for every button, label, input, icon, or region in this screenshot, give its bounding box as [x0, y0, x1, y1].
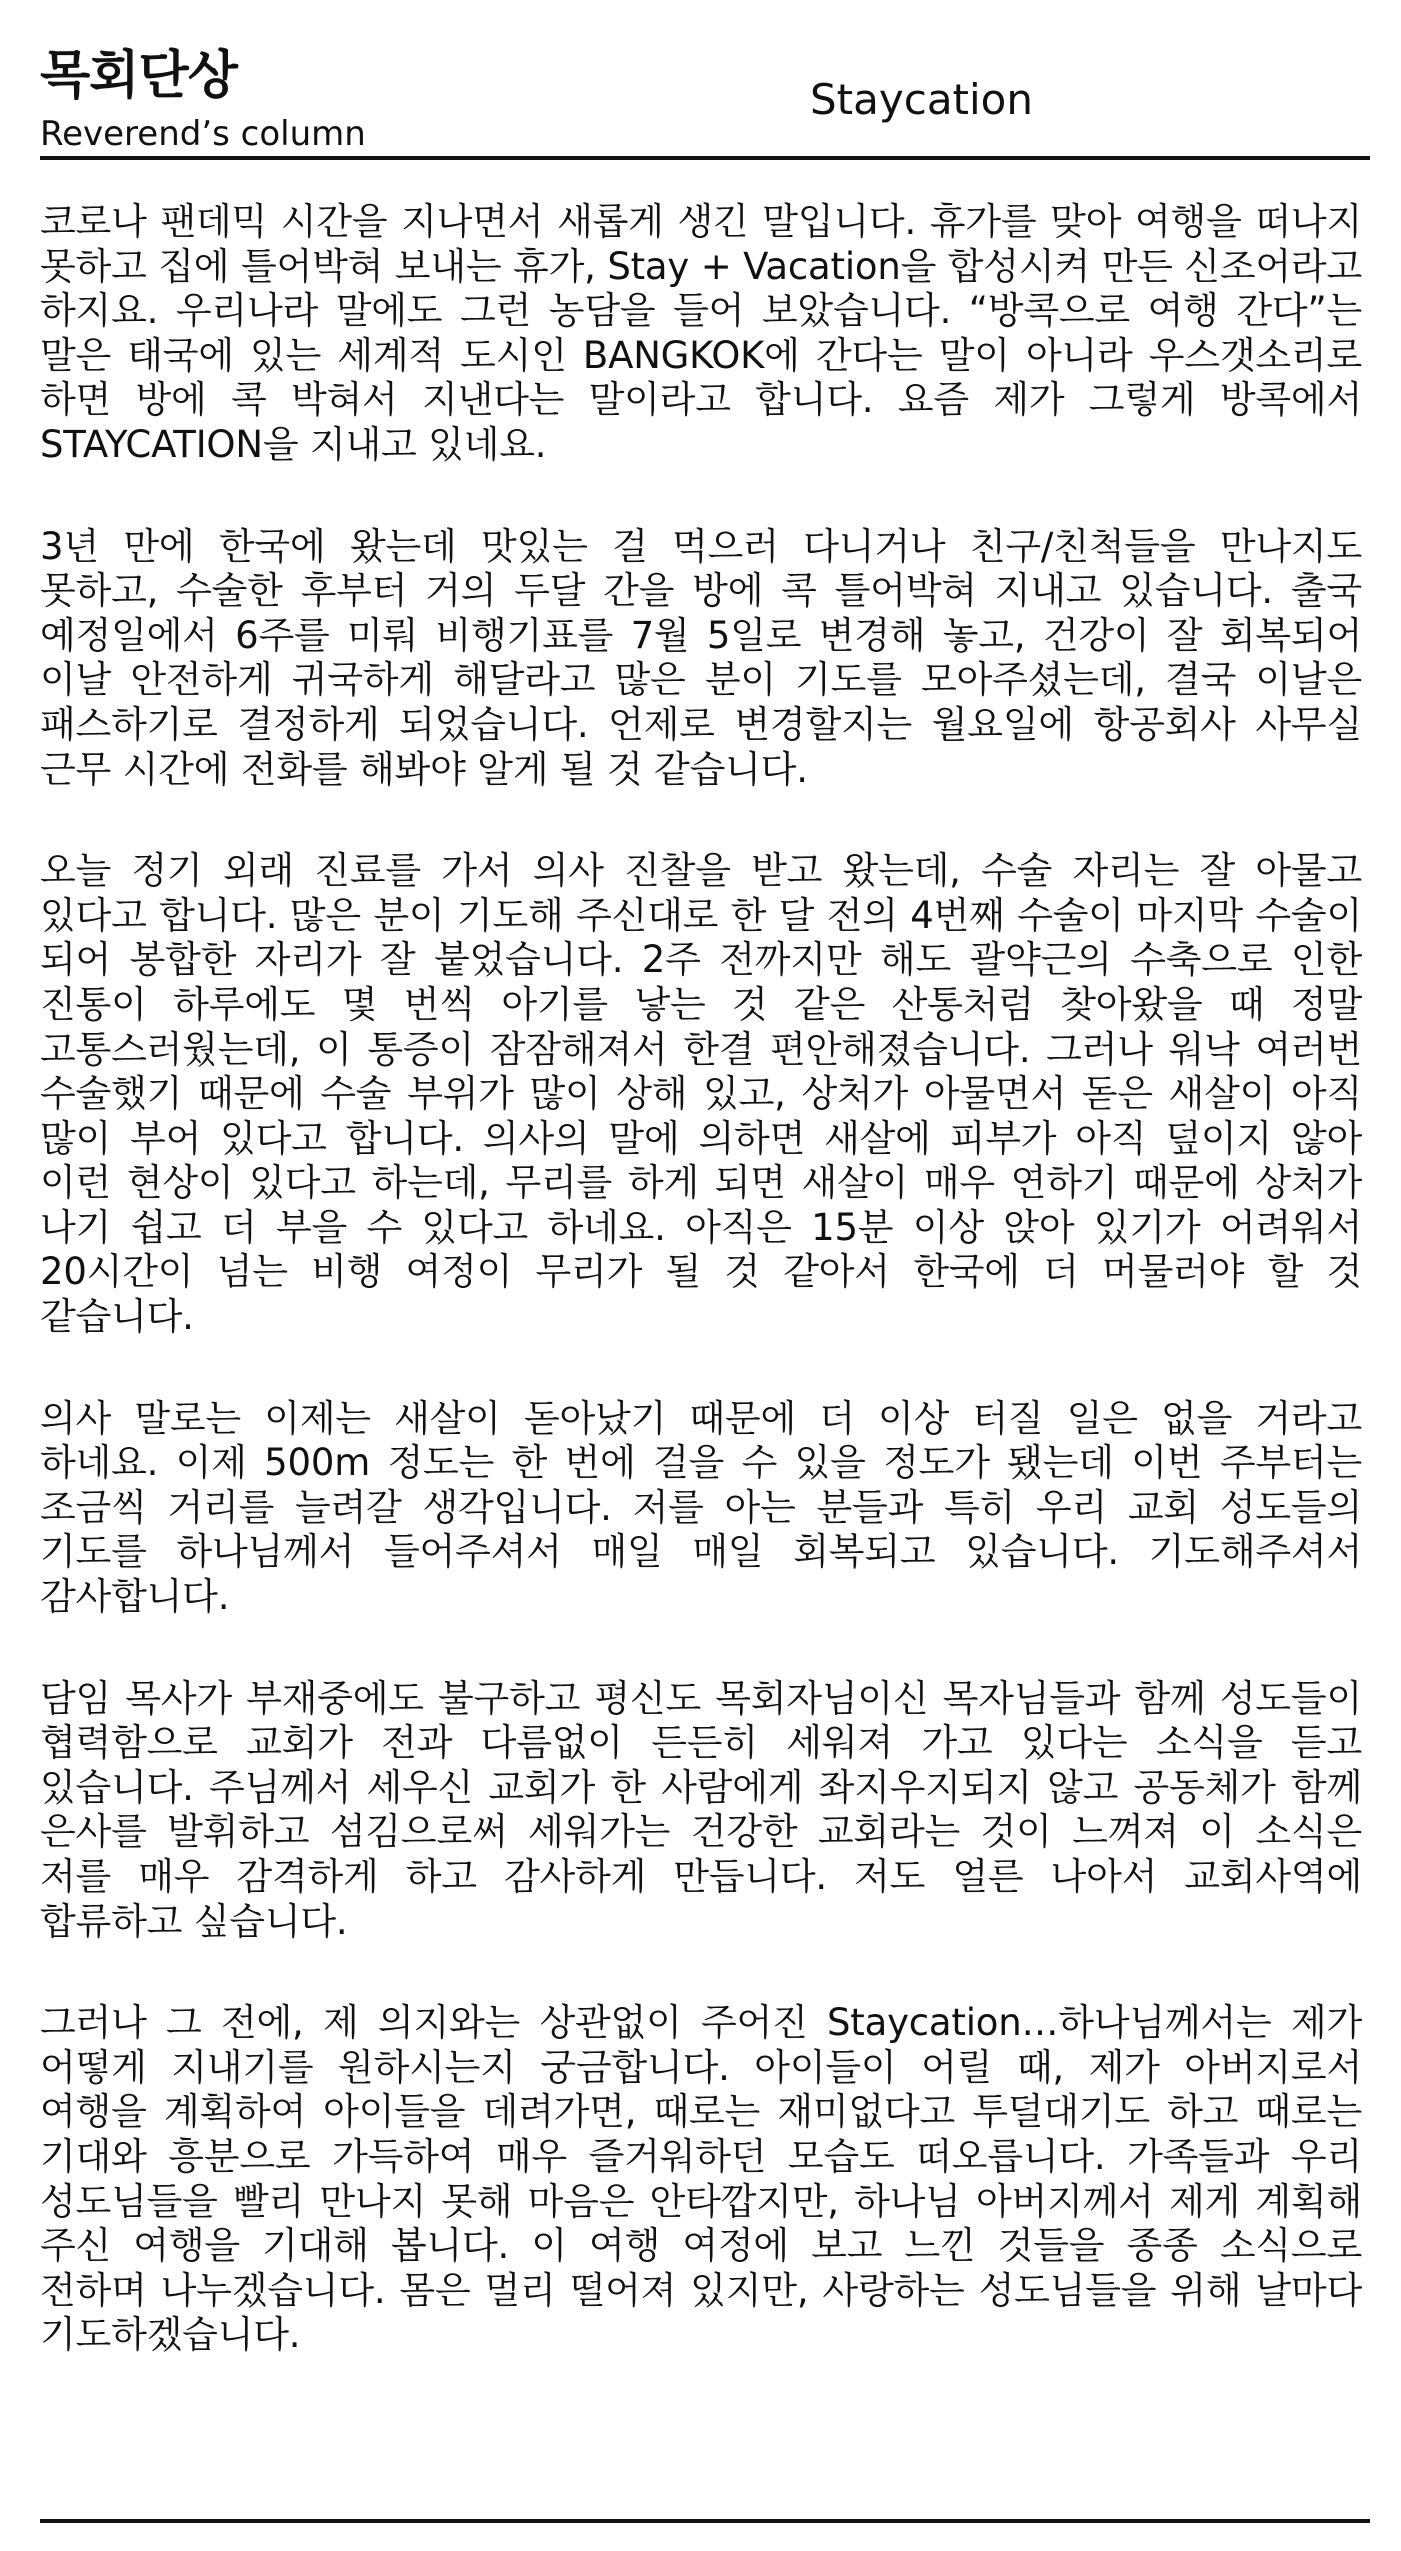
paragraph: 의사 말로는 이제는 새살이 돋아났기 때문에 더 이상 터질 일은 없을 거라고 하네요. 이제 500m 정도는 한 번에 걸을 수 있을 정도가 됐는데 이번 주부터는 조금씩 거리를 늘려갈 생각입니다. 저를 아는 분들과 특히 우리 교회 성도들의 기도를 하나님께서 들어주셔서 매일 매일 회복되고 있습니다. 기도해주셔서 감사합니다.	[40, 1396, 1362, 1619]
footer-divider	[40, 2519, 1370, 2523]
header-divider	[40, 156, 1370, 160]
paragraph: 오늘 정기 외래 진료를 가서 의사 진찰을 받고 왔는데, 수술 자리는 잘 아물고 있다고 합니다. 많은 분이 기도해 주신대로 한 달 전의 4번째 수술이 마지막 수술이 되어 봉합한 자리가 잘 붙었습니다. 2주 전까지만 해도 괄약근의 수축으로 인한 진통이 하루에도 몇 번씩 아기를 낳는 것 같은 산통처럼 찾아왔을 때 정말 고통스러웠는데, 이 통증이 잠잠해져서 한결 편안해졌습니다. 그러나 워낙 여러번 수술했기 때문에 수술 부위가 많이 상해 있고, 상처가 아물면서 돋은 새살이 아직 많이 부어 있다고 합니다. 의사의 말에 의하면 새살에 피부가 아직 덮이지 않아 이런 현상이 있다고 하는데, 무리를 하게 되면 새살이 매우 연하기 때문에 상처가 나기 쉽고 더 부을 수 있다고 하네요. 아직은 15분 이상 앉아 있기가 어려워서 20시간이 넘는 비행 여정이 무리가 될 것 같아서 한국에 더 머물러야 할 것 같습니다.	[40, 849, 1362, 1339]
paragraph: 코로나 팬데믹 시간을 지나면서 새롭게 생긴 말입니다. 휴가를 맞아 여행을 떠나지 못하고 집에 틀어박혀 보내는 휴가, Stay + Vacation을 합성시켜 만든 신조어라고 하지요. 우리나라 말에도 그런 농담을 들어 보았습니다. “방콕으로 여행 간다”는 말은 태국에 있는 세계적 도시인 BANGKOK에 간다는 말이 아니라 우스갯소리로 하면 방에 콕 박혀서 지낸다는 말이라고 합니다. 요즘 제가 그렇게 방콕에서 STAYCATION을 지내고 있네요.	[40, 200, 1362, 466]
paragraph: 3년 만에 한국에 왔는데 맛있는 걸 먹으러 다니거나 친구/친척들을 만나지도 못하고, 수술한 후부터 거의 두달 간을 방에 콕 틀어박혀 지내고 있습니다. 출국 예정일에서 6주를 미뤄 비행기표를 7월 5일로 변경해 놓고, 건강이 잘 회복되어 이날 안전하게 귀국하게 해달라고 많은 분이 기도를 모아주셨는데, 결국 이날은 패스하기로 결정하게 되었습니다. 언제로 변경할지는 월요일에 항공회사 사무실 근무 시간에 전화를 해봐야 알게 될 것 같습니다.	[40, 524, 1362, 791]
column-header	[40, 40, 1370, 158]
column-title-english: Reverend’s column	[40, 114, 366, 154]
paragraph: 담임 목사가 부재중에도 불구하고 평신도 목회자님이신 목자님들과 함께 성도들이 협력함으로 교회가 전과 다름없이 든든히 세워져 가고 있다는 소식을 듣고 있습니다. 주님께서 세우신 교회가 한 사람에게 좌지우지되지 않고 공동체가 함께 은사를 발휘하고 섬김으로써 세워가는 건강한 교회라는 것이 느껴져 이 소식은 저를 매우 감격하게 하고 감사하게 만듭니다. 저도 얼른 나아서 교회사역에 합류하고 싶습니다.	[40, 1676, 1362, 1943]
article-body	[40, 200, 1362, 2415]
article-topic: Staycation	[810, 75, 1034, 124]
paragraph: 그러나 그 전에, 제 의지와는 상관없이 주어진 Staycation…하나님께서는 제가 어떻게 지내기를 원하시는지 궁금합니다. 아이들이 어릴 때, 제가 아버지로서 여행을 계획하여 아이들을 데려가면, 때로는 재미없다고 투덜대기도 하고 때로는 기대와 흥분으로 가득하여 매우 즐거워하던 모습도 떠오릅니다. 가족들과 우리 성도님들을 빨리 만나지 못해 마음은 안타깝지만, 하나님 아버지께서 제게 계획해 주신 여행을 기대해 봅니다. 이 여행 여정에 보고 느낀 것들을 종종 소식으로 전하며 나누겠습니다. 몸은 멀리 떨어져 있지만, 사랑하는 성도님들을 위해 날마다 기도하겠습니다.	[40, 2001, 1362, 2357]
column-title-korean: 목회단상	[40, 46, 237, 106]
